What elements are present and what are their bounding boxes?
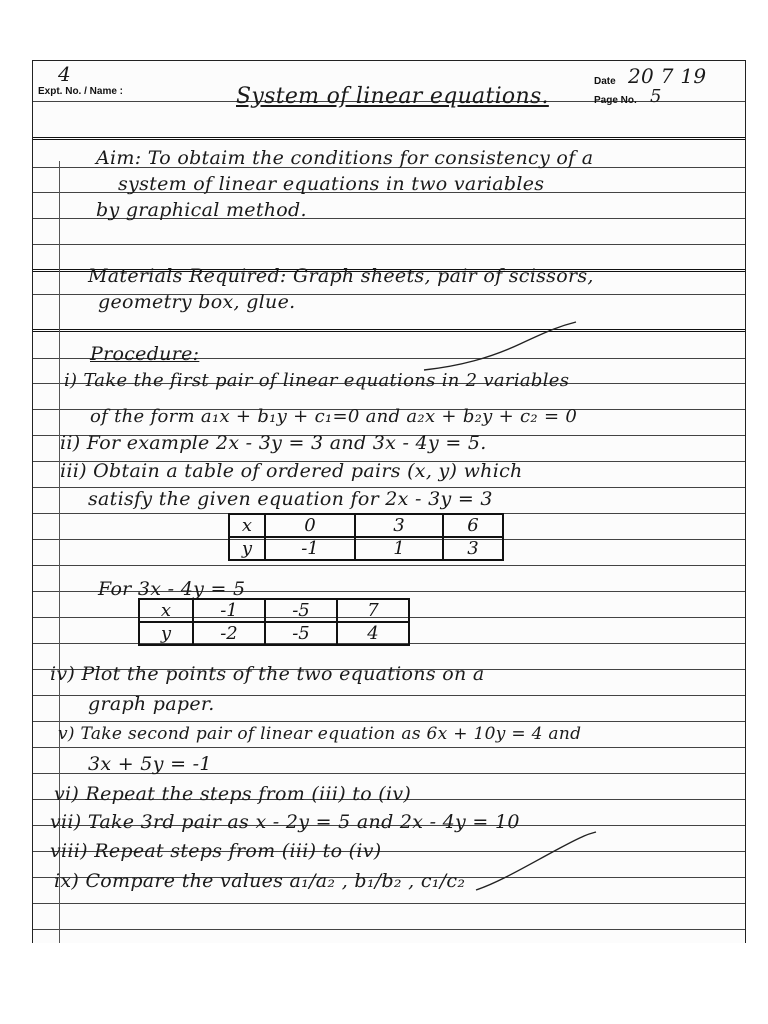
rule-line: [33, 565, 745, 566]
procedure-heading: Procedure:: [90, 343, 200, 365]
table-row: [139, 622, 409, 645]
procedure-step-4: iv) Plot the points of the two equations on a: [50, 663, 485, 685]
check-mark-icon: [470, 828, 600, 898]
rule-line: [33, 244, 745, 245]
procedure-step-5: v) Take second pair of linear equation as 6x + 10y = 4 and: [58, 724, 582, 744]
table-cell: 3: [355, 514, 443, 537]
table-cell: y: [139, 622, 193, 645]
table-cell: -1: [265, 537, 355, 560]
table-cell: -2: [193, 622, 265, 645]
table-cell: -1: [193, 599, 265, 622]
table-cell: -5: [265, 599, 337, 622]
procedure-step-7: vii) Take 3rd pair as x - 2y = 5 and 2x - 4y = 10: [50, 811, 520, 833]
check-mark-icon: [420, 318, 580, 378]
rule-line: [33, 329, 745, 332]
materials-line-2: geometry box, glue.: [98, 291, 296, 313]
date-label: Date: [594, 76, 616, 87]
page-title: System of linear equations.: [236, 84, 549, 109]
expt-label: Expt. No. / Name :: [38, 86, 124, 97]
table-cell: x: [139, 599, 193, 622]
rule-line: [33, 721, 745, 722]
page-no-label: Page No.: [594, 95, 637, 106]
aim-line-2: system of linear equations in two variables: [118, 173, 545, 195]
table-cell: 7: [337, 599, 409, 622]
table-cell: 6: [443, 514, 503, 537]
procedure-step-6: vi) Repeat the steps from (iii) to (iv): [54, 783, 412, 805]
materials-line-1: Materials Required: Graph sheets, pair of scissors,: [88, 265, 594, 287]
table-cell: 3: [443, 537, 503, 560]
table-cell: 1: [355, 537, 443, 560]
procedure-step-5-cont: 3x + 5y = -1: [88, 753, 212, 775]
table-row: [229, 514, 503, 537]
procedure-step-3: iii) Obtain a table of ordered pairs (x, y) which: [60, 460, 523, 482]
expt-number: 4: [58, 62, 72, 86]
rule-line: [33, 929, 745, 930]
procedure-step-1-cont: of the form a₁x + b₁y + c₁=0 and a₂x + b₂y + c₂ = 0: [90, 406, 578, 427]
table-cell: -5: [265, 622, 337, 645]
for-second-equation: For 3x - 4y = 5: [98, 578, 246, 600]
procedure-step-3-cont: satisfy the given equation for 2x - 3y = 3: [88, 488, 493, 510]
rule-line: [33, 747, 745, 748]
procedure-step-2: ii) For example 2x - 3y = 3 and 3x - 4y = 5.: [60, 432, 487, 454]
table-cell: 4: [337, 622, 409, 645]
procedure-step-4-cont: graph paper.: [88, 693, 215, 715]
date-value: 20 7 19: [628, 64, 707, 88]
table-cell: 0: [265, 514, 355, 537]
table-cell: x: [229, 514, 265, 537]
rule-line: [33, 137, 745, 140]
procedure-step-8: viii) Repeat steps from (iii) to (iv): [50, 840, 382, 862]
ordered-pairs-table-1: [228, 513, 504, 561]
procedure-step-9: ix) Compare the values a₁/a₂ , b₁/b₂ , c₁/c₂: [54, 870, 466, 892]
table-row: [139, 599, 409, 622]
aim-line-3: by graphical method.: [96, 199, 307, 221]
table-cell: y: [229, 537, 265, 560]
procedure-step-1: i) Take the first pair of linear equations in 2 variables: [64, 370, 570, 391]
page-no-value: 5: [650, 86, 662, 107]
aim-line-1: Aim: To obtaim the conditions for consistency of a: [96, 147, 594, 169]
table-row: [229, 537, 503, 560]
ordered-pairs-table-2: [138, 598, 410, 646]
rule-line: [33, 903, 745, 904]
